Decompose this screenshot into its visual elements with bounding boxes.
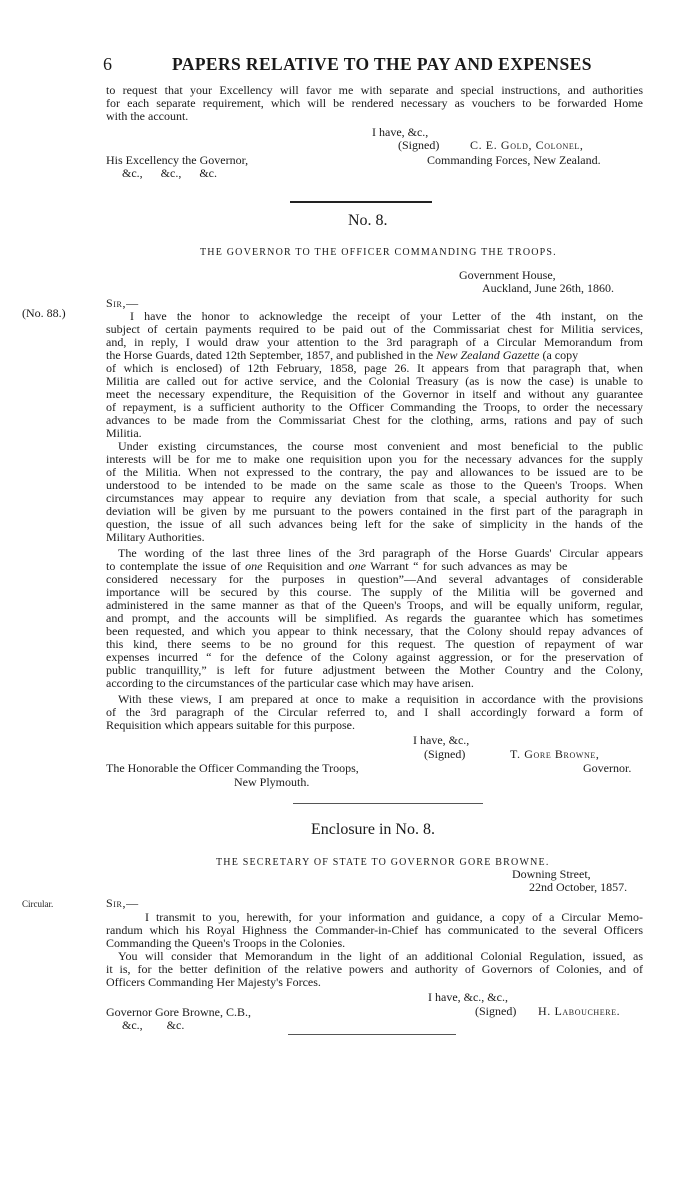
- body-line: and, in reply, I would draw your attention to the 3rd paragraph of a Circular Memorandum from: [106, 335, 643, 349]
- salutation: Sir,—: [106, 896, 139, 910]
- body-line: Military Authorities.: [106, 530, 205, 544]
- addressee-etc: &c., &c., &c.: [122, 166, 217, 180]
- body-line: of the 3rd paragraph of the Circular referred to, and I shall accordingly forward a form of: [106, 705, 643, 719]
- margin-reference: (No. 88.): [22, 306, 66, 320]
- body-line: been requested, and which you appear to think necessary, that the Colony should repay advances of: [106, 624, 643, 638]
- body-line: of repayment, is a sufficient authority to the Officer Commanding the Troops, to order the necessary: [106, 400, 643, 414]
- body-line: advances to be made from the Commissariat Chest for the clothing, arms, rations and pay of such: [106, 413, 643, 427]
- body-line: I have the honor to acknowledge the receipt of your Letter of the 4th instant, on the: [130, 309, 643, 323]
- running-title: PAPERS RELATIVE TO THE PAY AND EXPENSES: [172, 54, 592, 74]
- body-line: Commanding the Queen's Troops in the Colonies.: [106, 936, 346, 950]
- body-line: randum which his Royal Highness the Commander-in-Chief has communicated to the several Officers: [106, 923, 643, 937]
- addressee: Governor Gore Browne, C.B.,: [106, 1005, 251, 1019]
- closing: I have, &c., &c.,: [428, 990, 508, 1004]
- closing: I have, &c.,: [372, 125, 429, 139]
- body-line: it is, for the better definition of the relative powers and authority of Governors of Colonies, and of: [106, 962, 643, 976]
- enclosure-heading: Enclosure in No. 8.: [311, 821, 435, 838]
- body-line: administered in the same manner as that of the Queen's Troops, and will be equally uniform, regular,: [106, 598, 643, 612]
- page-number: 6: [103, 54, 112, 74]
- body-line: of which is enclosed) of 12th February, 1858, page 26. It appears from that paragraph that, when: [106, 361, 643, 375]
- body-line: Under existing circumstances, the course most convenient and most beneficial to the public: [118, 439, 643, 453]
- body-line: deviation will be given by me pursuant to the powers contained in the first part of the paragraph in: [106, 504, 643, 518]
- section-rule: [290, 201, 432, 203]
- body-line: Militia.: [106, 426, 142, 440]
- body-line: Requisition which appears suitable for this purpose.: [106, 718, 355, 732]
- addressee: His Excellency the Governor,: [106, 153, 249, 167]
- body-line: subject of certain payments required to be paid out of the Commissariat chest for Militia services,: [106, 322, 643, 336]
- signed-label: (Signed): [424, 747, 466, 761]
- closing: I have, &c.,: [413, 733, 470, 747]
- signatory-title: Governor.: [583, 761, 632, 775]
- body-line: Militia are called out for active service, and the Colonial Treasury (as is now the case) is unable to: [106, 374, 643, 388]
- signatory: T. Gore Browne,: [510, 747, 600, 761]
- section-rule: [293, 803, 483, 804]
- signatory-title: Commanding Forces, New Zealand.: [427, 153, 601, 167]
- body-line: considered necessary for the purposes in question”—And several advantages of considerable: [106, 572, 643, 586]
- body-line: question, the issue of all such advances being left for the sake of simplicity in the hands of the: [106, 517, 643, 531]
- letter-heading: THE GOVERNOR TO THE OFFICER COMMANDING THE TROOPS.: [200, 247, 557, 258]
- body-line: You will consider that Memorandum in the light of an additional Colonial Regulation, issued, as: [118, 949, 643, 963]
- signed-label: (Signed): [475, 1004, 517, 1018]
- body-line: of the Militia. When not expressed to the contrary, the pay and allowances to be issued are to be: [106, 465, 643, 479]
- letter-number: No. 8.: [348, 212, 388, 229]
- body-line: expenses incurred “ for the defence of the Colony against aggression, or for the preservation of: [106, 650, 643, 664]
- letter-date: Auckland, June 26th, 1860.: [482, 281, 614, 295]
- salutation: Sir,—: [106, 296, 139, 310]
- letter-place: Government House,: [459, 268, 556, 282]
- section-rule: [288, 1034, 456, 1035]
- signatory: C. E. Gold, Colonel,: [470, 138, 584, 152]
- body-line: for each separate requirement, which will be rendered necessary as vouchers to be forwarded Home: [106, 96, 643, 110]
- body-line-mixed: to contemplate the issue of one Requisition and one Warrant “ for such advances as may be: [106, 559, 568, 573]
- body-line: public tranquillity,” is left for future adjustment between the Mother Country and the Colony,: [106, 663, 643, 677]
- enclosure-place: Downing Street,: [512, 867, 591, 881]
- body-line: to request that your Excellency will favor me with separate and special instructions, and authorities: [106, 83, 643, 97]
- signed-label: (Signed): [398, 138, 440, 152]
- body-line: with the account.: [106, 109, 189, 123]
- body-line: I transmit to you, herewith, for your information and guidance, a copy of a Circular Memo-: [145, 910, 643, 924]
- body-line: With these views, I am prepared at once to make a requisition in accordance with the provisions: [118, 692, 643, 706]
- body-line: circumstances may appear to require any deviation from that scale, a special authority for such: [106, 491, 643, 505]
- body-line: interests will be for me to make one requisition upon you for the necessary advances for the supply: [106, 452, 643, 466]
- body-line: and prompt, and the accounts will be simplified. As regards the guarantee which has sometimes: [106, 611, 643, 625]
- enclosure-date: 22nd October, 1857.: [529, 880, 628, 894]
- body-line-mixed: the Horse Guards, dated 12th September, 1857, and published in the New Zealand Gazette (a copy: [106, 348, 579, 362]
- body-line: importance will be secured by this course. The supply of the Militia will be governed and: [106, 585, 643, 599]
- addressee-place: New Plymouth.: [234, 775, 310, 789]
- addressee: The Honorable the Officer Commanding the Troops,: [106, 761, 359, 775]
- margin-reference: Circular.: [22, 899, 54, 909]
- body-line: this kind, there seems to be no ground for this request. The question of repayment of war: [106, 637, 643, 651]
- addressee-etc: &c., &c.: [122, 1018, 185, 1032]
- body-line: according to the circumstances of the particular case which may have arisen.: [106, 676, 474, 690]
- body-line: understood to be intended to be made on the same scale as those to the Queen's Troops. When: [106, 478, 643, 492]
- signatory: H. Labouchere.: [538, 1004, 621, 1018]
- body-line: The wording of the last three lines of the 3rd paragraph of the Horse Guards' Circular appears: [118, 546, 643, 560]
- enclosure-subheading: THE SECRETARY OF STATE TO GOVERNOR GORE BROWNE.: [216, 857, 550, 868]
- body-line: meet the necessary expenditure, the Requisition of the Governor in itself and without any guarantee: [106, 387, 643, 401]
- body-line: Officers Commanding Her Majesty's Forces.: [106, 975, 321, 989]
